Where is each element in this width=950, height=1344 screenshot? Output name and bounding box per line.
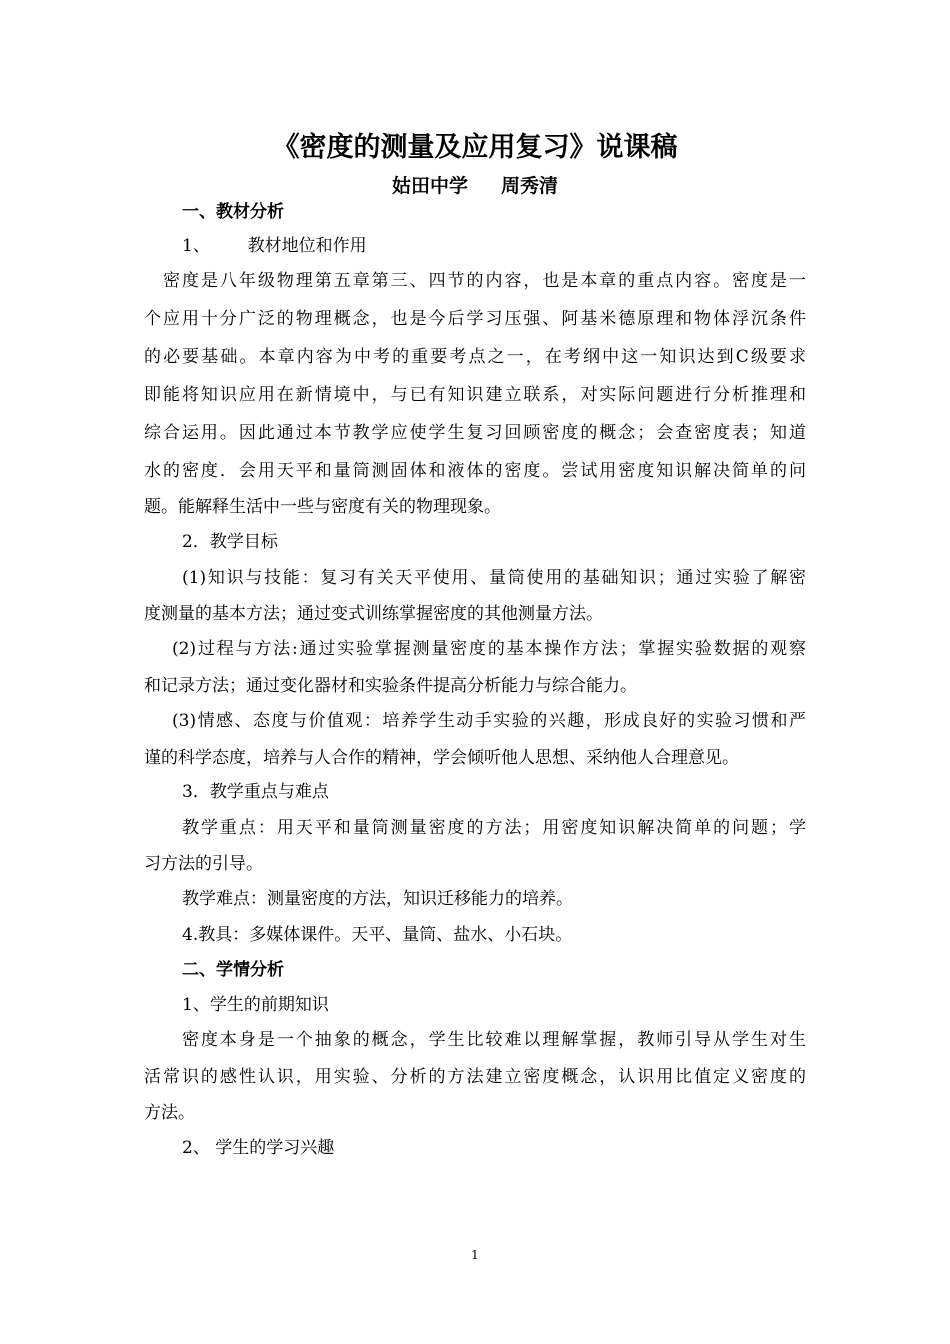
paragraph-line: 的必要基础。本章内容为中考的重要考点之一，在考纲中这一知识达到C级要求: [144, 347, 806, 367]
page-number: 1: [471, 1248, 479, 1262]
goal-line: (1)知识与技能：复习有关天平使用、量筒使用的基础知识；通过实验了解密: [182, 568, 806, 588]
subheading-2-2: 2、 学生的学习兴趣: [182, 1138, 335, 1158]
tools-line: 4.教具：多媒体课件。天平、量筒、盐水、小石块。: [182, 925, 573, 945]
goal-line: (3)情感、态度与价值观：培养学生动手实验的兴趣，形成良好的实验习惯和严: [172, 711, 806, 731]
paragraph-line: 个应用十分广泛的物理概念，也是今后学习压强、阿基米德原理和物体浮沉条件: [144, 309, 806, 329]
author-line: 姑田中学 周秀清: [391, 175, 559, 197]
paragraph-line: 密度本身是一个抽象的概念，学生比较难以理解掌握，教师引导从学生对生: [182, 1030, 806, 1050]
subheading-1-3: 3．教学重点与难点: [182, 782, 329, 802]
goal-line: 度测量的基本方法；通过变式训练掌握密度的其他测量方法。: [144, 604, 603, 624]
goal-line: 和记录方法；通过变化器材和实验条件提高分析能力与综合能力。: [144, 676, 637, 696]
subheading-1-1: 1、 教材地位和作用: [182, 236, 367, 256]
subheading-1-2: 2．教学目标: [182, 532, 278, 552]
paragraph-line: 密度是八年级物理第五章第三、四节的内容，也是本章的重点内容。密度是一: [163, 271, 806, 291]
paragraph-line: 即能将知识应用在新情境中，与已有知识建立联系，对实际问题进行分析推理和: [144, 385, 806, 405]
goal-line: (2)过程与方法:通过实验掌握测量密度的基本操作方法；掌握实验数据的观察: [172, 639, 806, 659]
key-points-line: 教学重点：用天平和量筒测量密度的方法；用密度知识解决简单的问题；学: [182, 818, 806, 838]
document-title: 《密度的测量及应用复习》说课稿: [272, 132, 678, 163]
section-heading-2: 二、学情分析: [182, 960, 284, 980]
paragraph-line: 综合运用。因此通过本节教学应使学生复习回顾密度的概念；会查密度表；知道: [144, 423, 806, 443]
key-points-line: 习方法的引导。: [144, 854, 263, 874]
paragraph-line: 活常识的感性认识，用实验、分析的方法建立密度概念，认识用比值定义密度的: [144, 1067, 806, 1087]
paragraph-line: 方法。: [144, 1103, 195, 1123]
subheading-2-1: 1、学生的前期知识: [182, 995, 329, 1015]
section-heading-1: 一、教材分析: [182, 202, 284, 222]
paragraph-line: 题。能解释生活中一些与密度有关的物理现象。: [144, 497, 501, 517]
goal-line: 谨的科学态度，培养与人合作的精神，学会倾听他人思想、采纳他人合理意见。: [144, 748, 739, 768]
difficulty-line: 教学难点：测量密度的方法，知识迁移能力的培养。: [182, 889, 573, 909]
paragraph-line: 水的密度．会用天平和量筒测固体和液体的密度。尝试用密度知识解决简单的问: [144, 461, 806, 481]
